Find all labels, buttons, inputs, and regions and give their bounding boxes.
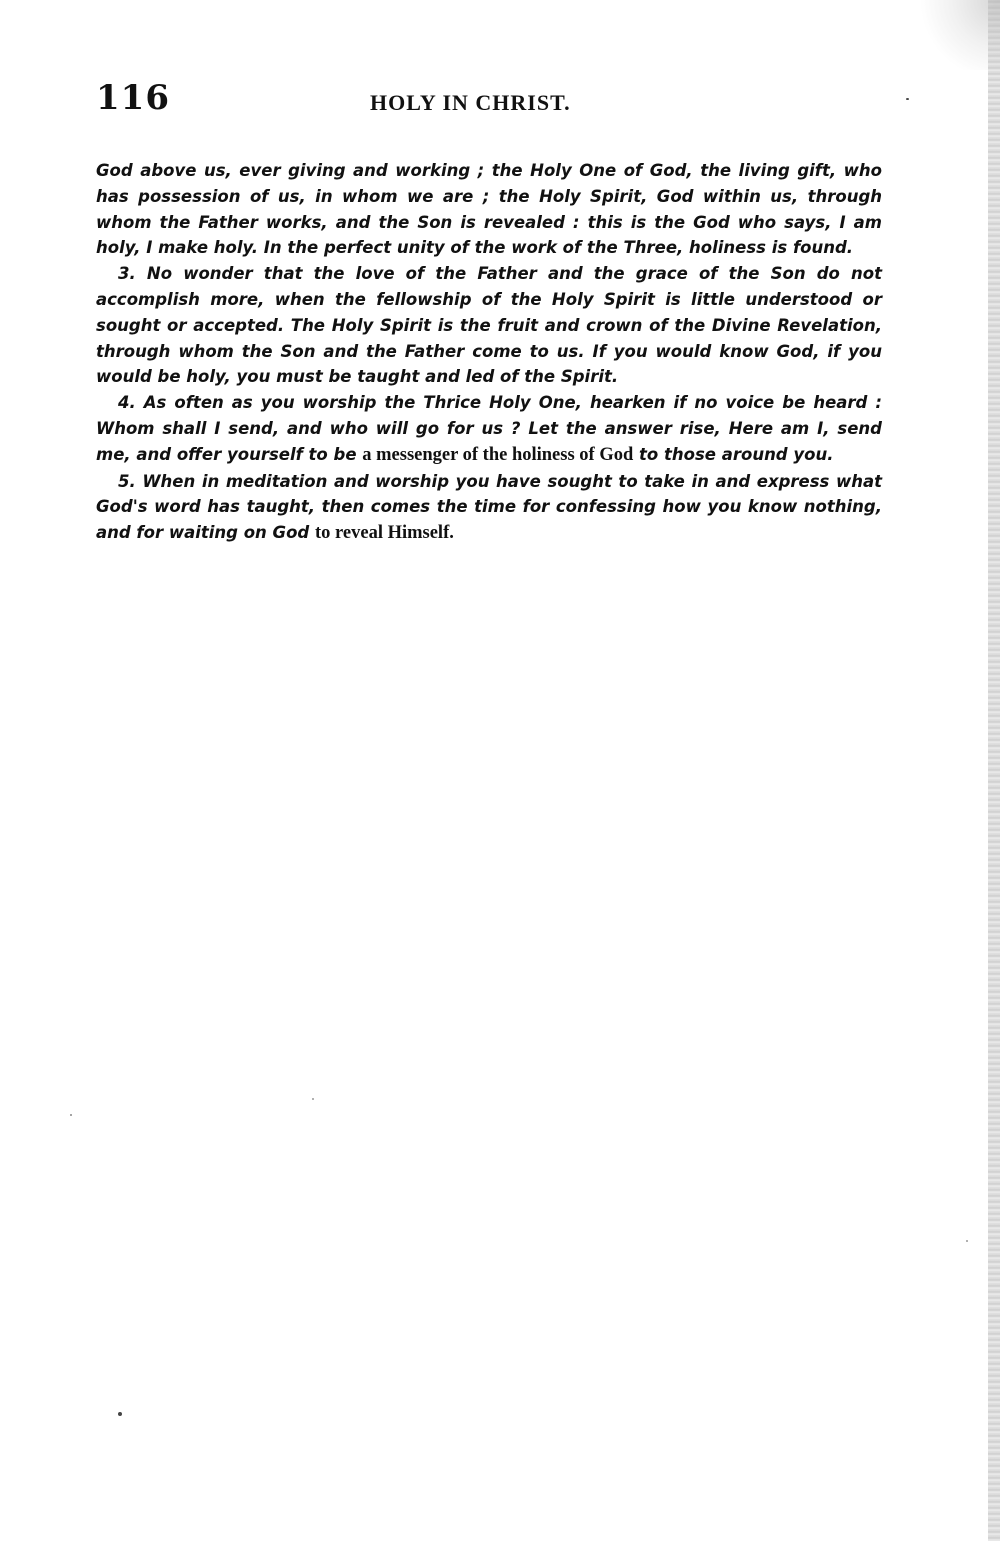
paragraph-text-italic: 5. When in meditation and worship you have sought to take in and express what God's word has taught, then comes the time for confessing how you know nothing, and for waiting on God [96,471,882,543]
page-header [96,78,882,126]
running-title: HOLY IN CHRIST. [370,90,571,115]
paragraph-5 [96,469,882,547]
paragraph-text-roman: to reveal Himself. [314,523,454,544]
page-number: 116 [96,78,170,118]
scan-speck [118,1412,122,1416]
paragraph-4 [96,390,882,468]
page-edge-shadow [988,0,1000,1541]
paragraph-continuation [96,158,882,261]
scan-speck [906,98,909,100]
paragraph-text-italic-end: to those around you. [639,444,834,464]
paragraph-text: 3. No wonder that the love of the Father and the grace of the Son do not accomplish more, when the fellowship of the Holy Spirit is little understood or sought or accepted. The Holy Spirit is the fruit and crown of the Divine Revelation, through whom the Son and the Father come to us. If you would know God, if you would be holy, you must be taught and led of the Spirit. [96,264,882,387]
paragraph-text-italic: 4. As often as you worship the Thrice Holy One, hearken if no voice be heard : Whom shall I send, and who will go for us ? Let the answer rise, Here am I, send me, and offer yourself to be [96,393,882,464]
paragraph-3 [96,261,882,390]
paragraph-text-roman: a messenger of the holiness of God [362,444,634,465]
scan-speck [966,1240,968,1242]
scan-speck [312,1098,314,1100]
scan-speck [70,1114,72,1116]
scan-corner-noise [920,0,1000,70]
paragraph-text: God above us, ever giving and working ; the Holy One of God, the living gift, who has possession of us, in whom we are ; the Holy Spirit, God within us, through whom the Father works, and the Son is revealed : this is the God who says, I am holy, I make holy. In the perfect unity of the work of the Three, holiness is found. [96,161,882,258]
body-text [96,158,882,547]
